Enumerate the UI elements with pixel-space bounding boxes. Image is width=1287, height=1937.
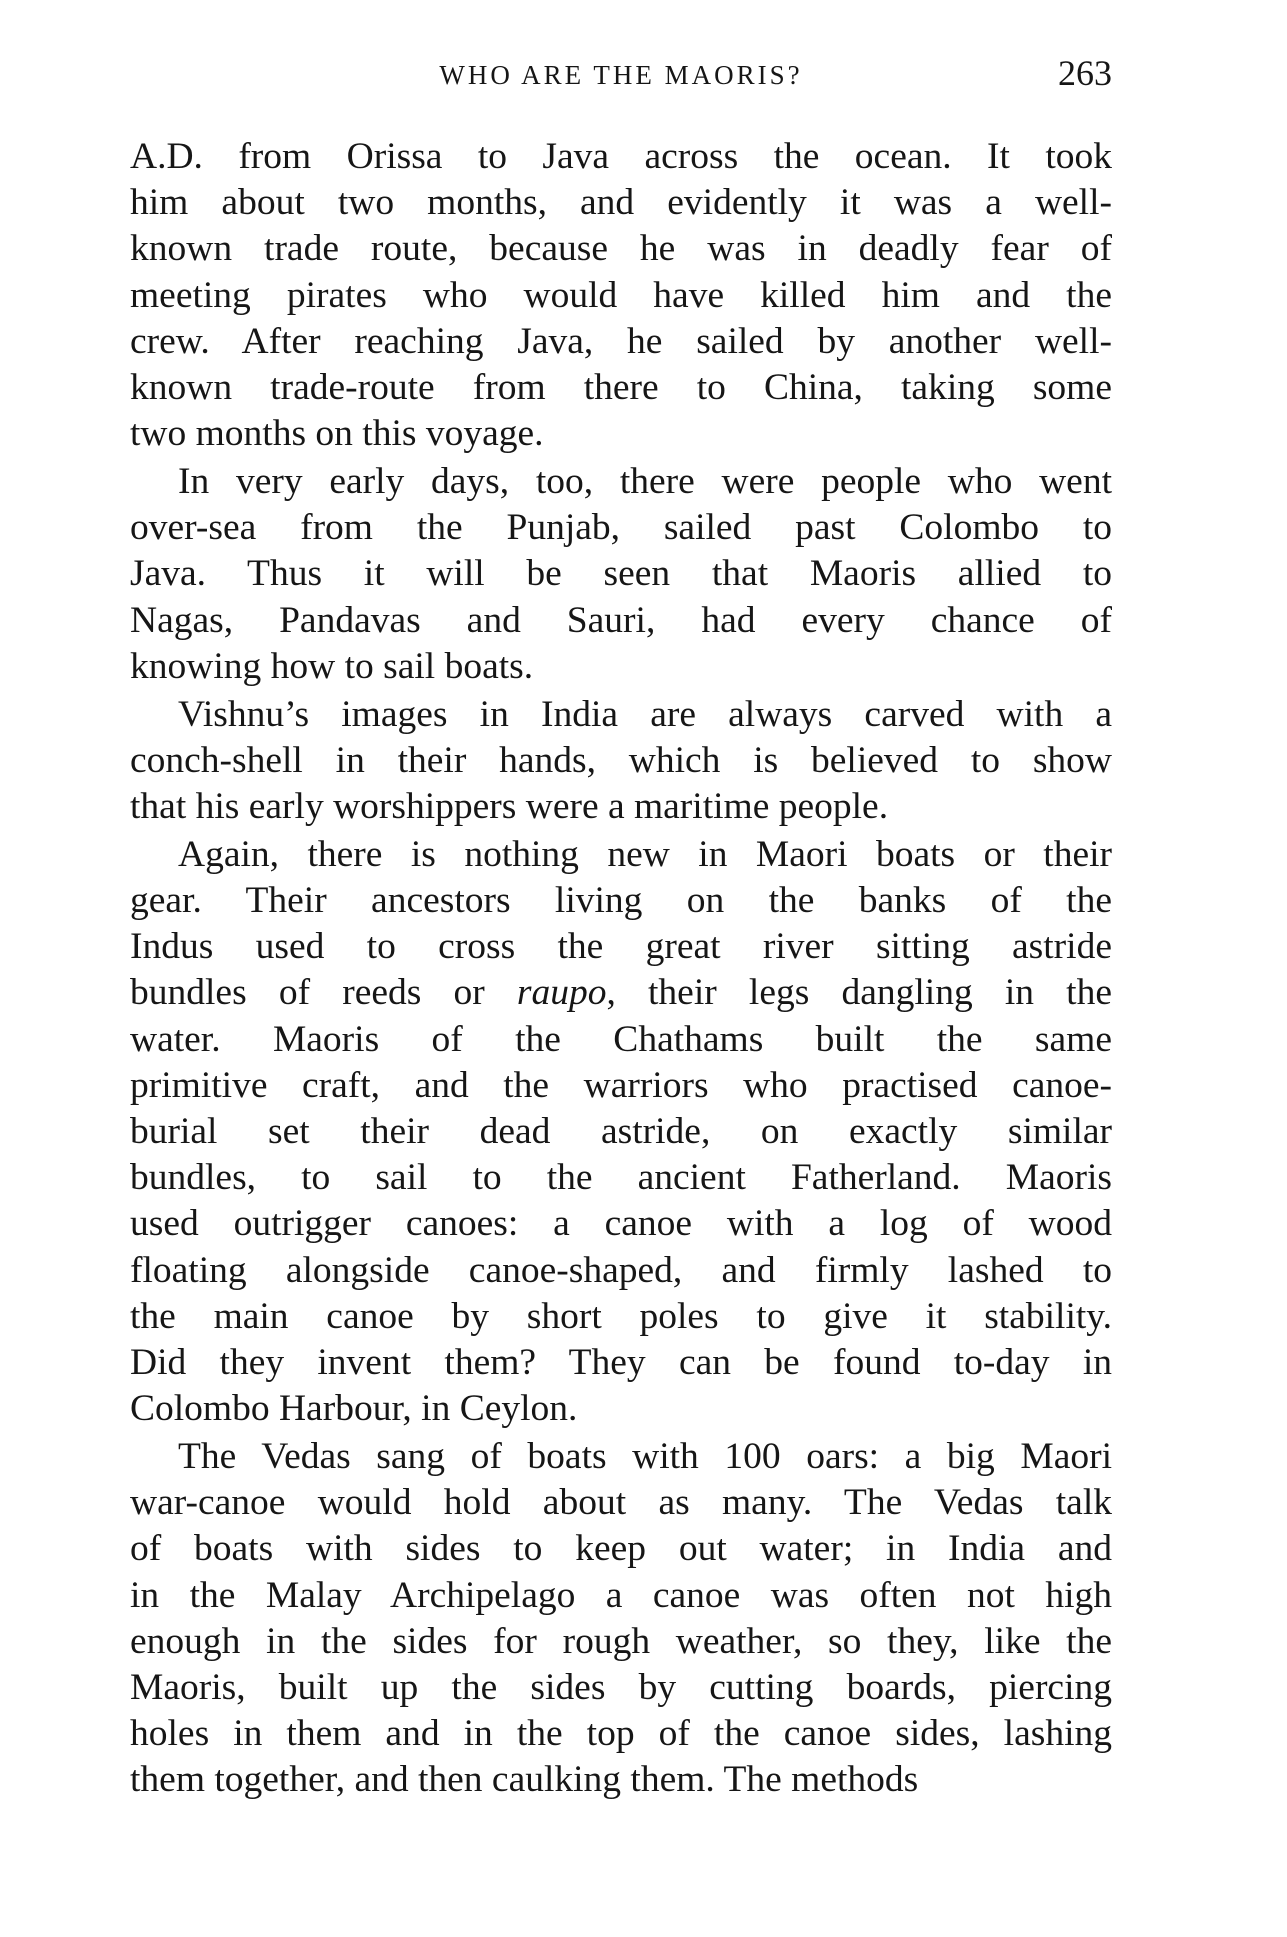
page-header — [130, 52, 1112, 102]
paragraph — [130, 1434, 1112, 1804]
text-line: of boats with sides to keep out water; in India and — [130, 1528, 1112, 1570]
page-number: 263 — [1058, 53, 1112, 93]
text-line: Vishnu’s images in India are always carved with a — [178, 693, 1112, 735]
text-line: them together, and then caulking them. The methods — [130, 1759, 919, 1801]
text-line: enough in the sides for rough weather, so they, like the — [130, 1620, 1112, 1662]
text-line: water. Maoris of the Chathams built the same — [130, 1018, 1112, 1060]
text-line: Colombo Harbour, in Ceylon. — [130, 1388, 578, 1430]
text-line: Did they invent them? They can be found to-day in — [130, 1342, 1112, 1384]
paragraph — [130, 134, 1112, 457]
paragraph — [130, 692, 1112, 831]
text-line: known trade route, because he was in deadly fear of — [130, 228, 1112, 270]
paragraph — [130, 459, 1112, 690]
text-line: over-sea from the Punjab, sailed past Colombo to — [130, 507, 1112, 549]
text-line: that his early worshippers were a maritime people. — [130, 786, 889, 828]
text-line: floating alongside canoe-shaped, and firmly lashed to — [130, 1249, 1112, 1291]
text-line: primitive craft, and the warriors who practised canoe- — [130, 1064, 1112, 1106]
text-line: used outrigger canoes: a canoe with a log of wood — [130, 1203, 1112, 1245]
text-line: Maoris, built up the sides by cutting boards, piercing — [130, 1667, 1112, 1709]
text-line: knowing how to sail boats. — [130, 645, 534, 687]
text-line: The Vedas sang of boats with 100 oars: a big Maori — [178, 1436, 1112, 1478]
text-line: In very early days, too, there were people who went — [178, 461, 1112, 503]
text-line: him about two months, and evidently it was a well- — [130, 182, 1112, 224]
text-line: war-canoe would hold about as many. The Vedas talk — [130, 1482, 1112, 1524]
text-line: the main canoe by short poles to give it stability. — [130, 1295, 1112, 1337]
text-line: known trade-route from there to China, taking some — [130, 367, 1112, 409]
text-line: burial set their dead astride, on exactly similar — [130, 1111, 1112, 1153]
text-line: A.D. from Orissa to Java across the ocean. It took — [130, 136, 1112, 177]
text-line: holes in them and in the top of the canoe sides, lashing — [130, 1713, 1112, 1755]
text-line: bundles, to sail to the ancient Fatherland. Maoris — [130, 1157, 1112, 1199]
paragraph — [130, 832, 1112, 1433]
body-text — [130, 134, 1112, 1805]
text-line: meeting pirates who would have killed him and the — [130, 274, 1112, 316]
text-line: Again, there is nothing new in Maori boats or their — [178, 833, 1112, 875]
running-title: WHO ARE THE MAORIS? — [439, 60, 803, 90]
text-line: crew. After reaching Java, he sailed by another well- — [130, 320, 1112, 362]
text-line: conch-shell in their hands, which is believed to show — [130, 739, 1112, 781]
text-line: Nagas, Pandavas and Sauri, had every chance of — [130, 599, 1112, 641]
text-line: Java. Thus it will be seen that Maoris allied to — [130, 553, 1112, 595]
text-line: Indus used to cross the great river sitting astride — [130, 926, 1112, 968]
text-line: two months on this voyage. — [130, 413, 544, 455]
text-line: gear. Their ancestors living on the banks of the — [130, 880, 1112, 922]
text-line: bundles of reeds or raupo, their legs dangling in the — [130, 972, 1112, 1014]
text-line: in the Malay Archipelago a canoe was often not high — [130, 1574, 1112, 1616]
